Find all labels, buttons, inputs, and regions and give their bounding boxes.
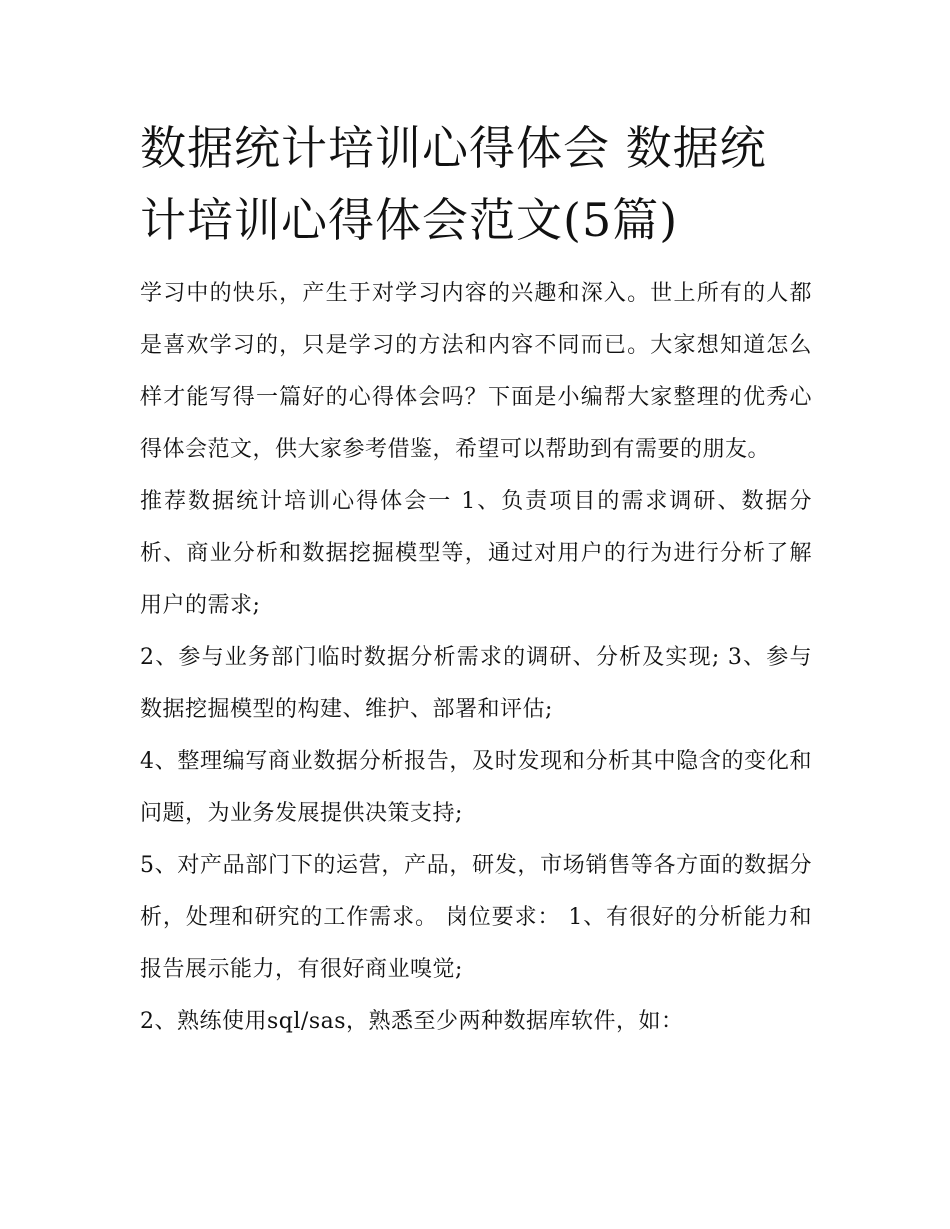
intro-paragraph: 学习中的快乐，产生于对学习内容的兴趣和深入。世上所有的人都是喜欢学习的，只是学习的方法和内容不同而已。大家想知道怎么样才能写得一篇好的心得体会吗？下面是小编帮大家整理的优秀心得体会范文，供大家参考借鉴，希望可以帮助到有需要的朋友。 <box>140 281 812 462</box>
document-body <box>140 112 812 1048</box>
paragraph-item-5: 5、对产品部门下的运营，产品，研发，市场销售等各方面的数据分析，处理和研究的工作需求。 岗位要求： 1、有很好的分析能力和报告展示能力，有很好商业嗅觉; <box>140 853 812 982</box>
paragraph-item-2-3: 2、参与业务部门临时数据分析需求的调研、分析及实现; 3、参与数据挖掘模型的构建、维护、部署和评估; <box>140 645 812 722</box>
document-title: 数据统计培训心得体会 数据统计培训心得体会范文(5篇) <box>140 121 767 247</box>
paragraph-requirement-2: 2、熟练使用sql/sas，熟悉至少两种数据库软件，如： <box>140 1009 684 1034</box>
paragraph-item-4: 4、整理编写商业数据分析报告，及时发现和分析其中隐含的变化和问题，为业务发展提供决策支持; <box>140 749 812 826</box>
paragraph-item-1: 推荐数据统计培训心得体会一 1、负责项目的需求调研、数据分析、商业分析和数据挖掘模型等，通过对用户的行为进行分析了解用户的需求; <box>140 489 812 618</box>
